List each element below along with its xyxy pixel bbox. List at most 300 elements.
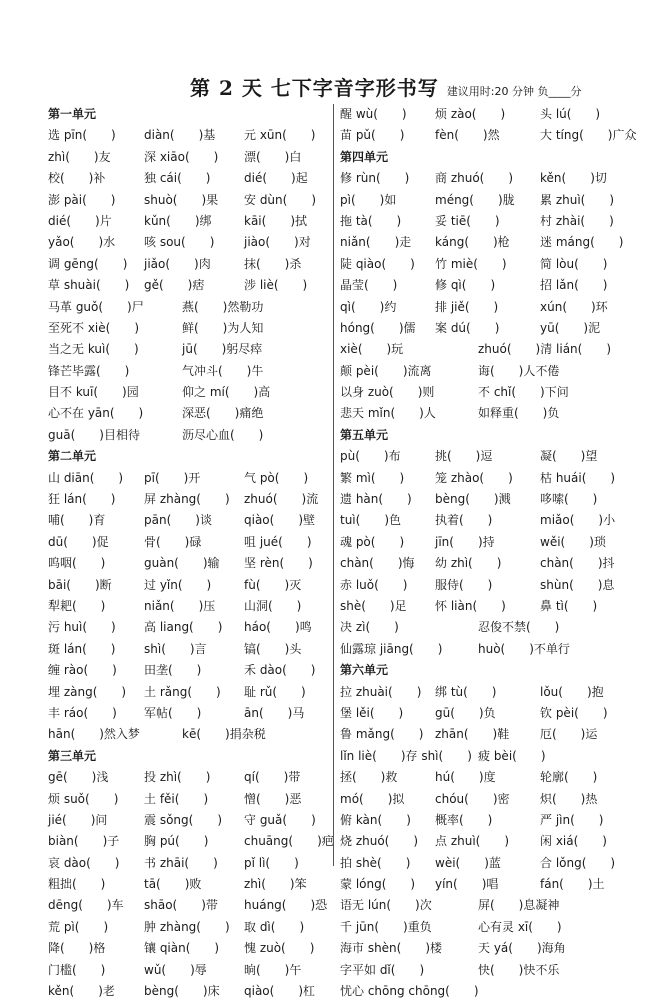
exercise-item[interactable]: zhuó( )清 lián( )	[478, 342, 612, 357]
exercise-item[interactable]: 颠 pèi( )流离	[340, 363, 432, 378]
exercise-item[interactable]: jiào( )对	[244, 235, 311, 250]
exercise-item[interactable]: qí( )带	[244, 770, 301, 785]
exercise-item[interactable]: 烦 zào( )	[435, 107, 506, 121]
exercise-row	[48, 575, 328, 596]
exercise-item[interactable]: 丰 ráo( )	[48, 705, 117, 720]
exercise-item[interactable]: wǔ( )辱	[144, 962, 207, 977]
exercise-item[interactable]: 心不在 yān( )	[48, 406, 144, 421]
exercise-row	[48, 917, 328, 938]
exercise-item[interactable]: 选 pīn( )	[48, 128, 116, 143]
exercise-item[interactable]: 肿 zhàng( )	[144, 919, 230, 934]
exercise-row	[340, 639, 650, 660]
exercise-item[interactable]: 决 zì( )	[340, 620, 399, 635]
exercise-row	[340, 767, 650, 788]
exercise-item[interactable]: 拍 shè( )	[340, 855, 411, 870]
exercise-item[interactable]: yín( )唱	[435, 877, 499, 892]
exercise-row	[48, 318, 328, 339]
exercise-item[interactable]: 守 guǎ( )	[244, 812, 316, 827]
exercise-item[interactable]: pī( )开	[144, 470, 201, 485]
exercise-item[interactable]: kāi( )拭	[244, 213, 308, 228]
exercise-item[interactable]: gū( )负	[435, 705, 496, 720]
exercise-item[interactable]: 厄( )运	[540, 727, 598, 742]
exercise-row	[340, 254, 650, 275]
exercise-item[interactable]: zhì( )友	[48, 149, 111, 164]
exercise-item[interactable]: 累 zhuì( )	[540, 192, 615, 207]
exercise-item[interactable]: chuāng( )疤	[244, 834, 334, 849]
exercise-item[interactable]: 俯 kàn( )	[340, 812, 411, 827]
exercise-item[interactable]: kěn( )老	[48, 984, 115, 999]
exercise-row	[48, 339, 328, 360]
exercise-item[interactable]: 海市 shèn( )楼	[340, 941, 443, 956]
exercise-item[interactable]: 挑( )逗	[435, 449, 493, 464]
exercise-item[interactable]: biàn( )子	[48, 834, 120, 849]
exercise-item[interactable]: zhuó( )流	[244, 492, 319, 507]
exercise-item[interactable]: guā( )目相待	[48, 427, 140, 442]
exercise-row	[48, 147, 328, 168]
exercise-row	[340, 874, 650, 895]
exercise-item[interactable]: qiào( )壁	[244, 513, 316, 528]
exercise-row	[48, 596, 328, 617]
exercise-row	[48, 275, 328, 296]
exercise-row	[48, 789, 328, 810]
exercise-item[interactable]: 污 huì( )	[48, 620, 116, 635]
exercise-row	[48, 425, 328, 446]
exercise-item[interactable]: 天 yá( )海角	[478, 941, 566, 956]
exercise-row	[340, 682, 650, 703]
exercise-row	[340, 703, 650, 724]
exercise-item[interactable]: 绑 tù( )	[435, 684, 497, 699]
exercise-item[interactable]: 哆嗦( )	[540, 492, 598, 507]
exercise-row	[48, 190, 328, 211]
exercise-item[interactable]: 军帖( )	[144, 705, 202, 720]
exercise-item[interactable]: 深 xiāo( )	[144, 149, 219, 164]
exercise-item[interactable]: 服侍( )	[435, 577, 493, 592]
exercise-item[interactable]: 坚 rèn( )	[244, 556, 313, 571]
exercise-row	[340, 297, 650, 318]
exercise-item[interactable]: 拯( )救	[340, 770, 398, 785]
exercise-item[interactable]: 安 dùn( )	[244, 192, 317, 207]
exercise-item[interactable]: 村 zhài( )	[540, 213, 614, 228]
right-column	[340, 104, 650, 999]
exercise-item[interactable]: bāi( )断	[48, 577, 112, 592]
exercise-item[interactable]: pān( )谈	[144, 513, 212, 528]
exercise-item[interactable]: 目不 kuī( )园	[48, 385, 139, 400]
exercise-item[interactable]: 缠 rào( )	[48, 663, 117, 678]
exercise-item[interactable]: 狂 lán( )	[48, 492, 116, 507]
exercise-row	[48, 553, 328, 574]
exercise-item[interactable]: bèng( )溅	[435, 492, 511, 507]
exercise-row	[48, 682, 328, 703]
exercise-row	[340, 318, 650, 339]
exercise-item[interactable]: 头 lú( )	[540, 107, 601, 121]
exercise-row	[340, 339, 650, 360]
exercise-item[interactable]: kē( )捐杂税	[182, 727, 266, 742]
exercise-item[interactable]: dié( )起	[244, 171, 308, 186]
exercise-item[interactable]: 枯 huái( )	[540, 470, 616, 485]
exercise-row	[340, 789, 650, 810]
exercise-item[interactable]: 草 shuài( )	[48, 278, 130, 293]
exercise-item[interactable]: 哺( )育	[48, 513, 106, 528]
exercise-row	[340, 810, 650, 831]
exercise-item[interactable]: 赤 luǒ( )	[340, 577, 408, 592]
exercise-item[interactable]: yǎo( )水	[48, 235, 116, 250]
exercise-item[interactable]: 过 yǐn( )	[144, 577, 212, 592]
exercise-item[interactable]: 妥 tiē( )	[435, 213, 500, 228]
exercise-item[interactable]: 千 jūn( )重负	[340, 919, 432, 934]
exercise-item[interactable]: 憎( )恶	[244, 791, 302, 806]
exercise-item[interactable]: gē( )浅	[48, 770, 109, 785]
exercise-item[interactable]: 以身 zuò( )则	[340, 385, 435, 400]
exercise-item[interactable]: 魂 pò( )	[340, 534, 405, 549]
exercise-item[interactable]: tuì( )色	[340, 513, 402, 528]
exercise-item[interactable]: 鲜( )为人知	[182, 320, 264, 335]
exercise-row	[48, 639, 328, 660]
exercise-item[interactable]: 醒 wù( )	[340, 107, 407, 121]
exercise-item[interactable]: dū( )促	[48, 534, 109, 549]
exercise-row	[340, 211, 650, 232]
exercise-item[interactable]: 堡 lěi( )	[340, 705, 404, 720]
exercise-item[interactable]: dié( )片	[48, 213, 112, 228]
exercise-item[interactable]: 苗 pǔ( )	[340, 128, 405, 143]
exercise-row	[48, 254, 328, 275]
exercise-item[interactable]: lǒu( )抱	[540, 684, 604, 699]
exercise-item[interactable]: 轮廓( )	[540, 770, 598, 785]
exercise-row	[48, 232, 328, 253]
exercise-row	[48, 510, 328, 531]
exercise-item[interactable]: 镐( )头	[244, 641, 302, 656]
exercise-item[interactable]: 哀 dào( )	[48, 855, 120, 870]
exercise-item[interactable]: jié( )问	[48, 812, 108, 827]
exercise-row	[340, 853, 650, 874]
exercise-item[interactable]: 澎 pài( )	[48, 192, 116, 207]
exercise-item[interactable]: 深恶( )痛绝	[182, 406, 264, 421]
exercise-row	[48, 403, 328, 424]
exercise-item[interactable]: 炽( )热	[540, 791, 598, 806]
exercise-item[interactable]: dēng( )车	[48, 898, 124, 913]
exercise-item[interactable]: 山 diān( )	[48, 470, 124, 485]
exercise-item[interactable]: 山洞( )	[244, 598, 302, 613]
exercise-item[interactable]: shāo( )带	[144, 898, 218, 913]
exercise-item[interactable]: 气 pò( )	[244, 470, 309, 485]
column-divider	[333, 104, 334, 866]
exercise-item[interactable]: yū( )泥	[540, 320, 601, 335]
exercise-item[interactable]: 执着( )	[435, 513, 493, 528]
exercise-row	[48, 981, 328, 1002]
exercise-item[interactable]: 诲( )人不倦	[478, 363, 560, 378]
exercise-row	[340, 532, 650, 553]
exercise-item[interactable]: jiǎo( )肉	[144, 256, 211, 271]
exercise-item[interactable]: shùn( )息	[540, 577, 615, 592]
exercise-row	[340, 895, 650, 916]
exercise-item[interactable]: 骨( )碌	[144, 534, 202, 549]
exercise-item[interactable]: kǔn( )绑	[144, 213, 212, 228]
exercise-row	[48, 382, 328, 403]
exercise-item[interactable]: 繁 mì( )	[340, 470, 405, 485]
exercise-row	[48, 361, 328, 382]
exercise-item[interactable]: 当之无 kuì( )	[48, 342, 139, 357]
exercise-item[interactable]: 校( )补	[48, 171, 106, 186]
section-heading: 第五单元	[340, 427, 389, 442]
exercise-item[interactable]: 案 dú( )	[435, 320, 500, 335]
exercise-item[interactable]: qì( )约	[340, 299, 397, 314]
exercise-item[interactable]: 粗拙( )	[48, 877, 106, 892]
exercise-item[interactable]: tā( )败	[144, 877, 202, 892]
exercise-row	[340, 960, 650, 981]
exercise-row	[340, 917, 650, 938]
exercise-item[interactable]: gě( )痞	[144, 278, 205, 293]
section-heading: 第三单元	[48, 748, 97, 763]
exercise-item[interactable]: mó( )拟	[340, 791, 405, 806]
exercise-item[interactable]: wèi( )蓝	[435, 855, 501, 870]
exercise-item[interactable]: pù( )布	[340, 449, 401, 464]
left-column	[48, 104, 334, 999]
exercise-item[interactable]: 拖 tà( )	[340, 213, 402, 228]
exercise-item[interactable]: 胸 pú( )	[144, 834, 209, 849]
exercise-item[interactable]: 取 dì( )	[244, 919, 305, 934]
exercise-item[interactable]: hān( )然入梦	[48, 727, 140, 742]
exercise-item[interactable]: 沥尽心血( )	[182, 427, 264, 442]
exercise-item[interactable]: 犁耙( )	[48, 598, 106, 613]
exercise-row	[48, 703, 328, 724]
exercise-item[interactable]: 竹 miè( )	[435, 256, 507, 271]
exercise-item[interactable]: 如释重( )负	[478, 406, 560, 421]
exercise-row	[340, 468, 650, 489]
exercise-item[interactable]: pì( )如	[340, 192, 397, 207]
exercise-row	[340, 190, 650, 211]
exercise-item[interactable]: 耻 rǔ( )	[244, 684, 306, 699]
exercise-row	[340, 575, 650, 596]
exercise-item[interactable]: 钦 pèi( )	[540, 705, 608, 720]
exercise-row	[48, 724, 328, 745]
exercise-item[interactable]: 点 zhuì( )	[435, 834, 510, 849]
exercise-item[interactable]: shuò( )果	[144, 192, 219, 207]
exercise-item[interactable]: 涉 liè( )	[244, 278, 308, 293]
exercise-item[interactable]: xiè( )玩	[340, 342, 404, 357]
exercise-item[interactable]: 合 lǒng( )	[540, 855, 616, 870]
exercise-item[interactable]: 咀 jué( )	[244, 534, 312, 549]
exercise-item[interactable]: káng( )枪	[435, 235, 510, 250]
exercise-row	[48, 960, 328, 981]
exercise-item[interactable]: 心有灵 xī( )	[478, 919, 562, 934]
exercise-row	[48, 489, 328, 510]
exercise-item[interactable]: 疲 bèi( )	[478, 748, 546, 763]
exercise-item[interactable]: chàn( )悔	[340, 556, 415, 571]
exercise-item[interactable]: chàn( )抖	[540, 556, 615, 571]
exercise-item[interactable]: huò( )不单行	[478, 641, 570, 656]
exercise-row	[48, 660, 328, 681]
exercise-item[interactable]: 烦 suǒ( )	[48, 791, 119, 806]
page-header	[0, 72, 654, 102]
exercise-item[interactable]: 田垄( )	[144, 663, 202, 678]
exercise-row	[48, 468, 328, 489]
exercise-item[interactable]: méng( )胧	[435, 192, 515, 207]
exercise-item[interactable]: 锋芒毕露( )	[48, 363, 130, 378]
exercise-row	[340, 125, 650, 146]
exercise-item[interactable]: bèng( )床	[144, 984, 220, 999]
exercise-item[interactable]: 烧 zhuó( )	[340, 834, 419, 849]
exercise-item[interactable]: 大 tíng( )广众	[540, 128, 637, 143]
exercise-item[interactable]: 镶 qiàn( )	[144, 941, 220, 956]
exercise-item[interactable]: 高 liang( )	[144, 620, 223, 635]
exercise-item[interactable]: 悲天 mǐn( )人	[340, 406, 436, 421]
exercise-item[interactable]: 漂( )白	[244, 149, 302, 164]
exercise-item[interactable]: 燕( )然勒功	[182, 299, 264, 314]
exercise-item[interactable]: 屏( )息凝神	[478, 898, 560, 913]
exercise-row	[340, 489, 650, 510]
exercise-row	[340, 981, 650, 1002]
exercise-item[interactable]: 土 fěi( )	[144, 791, 209, 806]
section-heading: 第一单元	[48, 107, 97, 121]
exercise-item[interactable]: 调 gēng( )	[48, 256, 128, 271]
exercise-item[interactable]: 招 lǎn( )	[540, 278, 608, 293]
exercise-item[interactable]: xún( )环	[540, 299, 608, 314]
exercise-row	[340, 382, 650, 403]
exercise-item[interactable]: 禾 dào( )	[244, 663, 316, 678]
exercise-item[interactable]: 不 chǐ( )下问	[478, 385, 569, 400]
exercise-item[interactable]: zhì( )笨	[244, 877, 307, 892]
exercise-item[interactable]: 语无 lún( )次	[340, 898, 432, 913]
exercise-row	[340, 446, 650, 467]
exercise-item[interactable]: 字平如 dǐ( )	[340, 962, 425, 977]
exercise-item[interactable]: 蒙 lóng( )	[340, 877, 416, 892]
exercise-item[interactable]: 修 qì( )	[435, 278, 496, 293]
exercise-item[interactable]: 陡 qiào( )	[340, 256, 415, 271]
exercise-item[interactable]: 元 xūn( )	[244, 128, 316, 143]
exercise-item[interactable]: 幼 zhì( )	[435, 556, 502, 571]
exercise-item[interactable]: 独 cái( )	[144, 171, 211, 186]
exercise-item[interactable]: pǐ lì( )	[244, 855, 299, 870]
exercise-item[interactable]: qiào( )杠	[244, 984, 316, 999]
exercise-row	[48, 874, 328, 895]
exercise-row	[340, 361, 650, 382]
exercise-item[interactable]: 气冲斗( )牛	[182, 363, 264, 378]
exercise-item[interactable]: 鲁 mǎng( )	[340, 727, 424, 742]
exercise-item[interactable]: niǎn( )走	[340, 235, 412, 250]
exercise-item[interactable]: 修 rùn( )	[340, 171, 410, 186]
exercise-item[interactable]: 抹( )杀	[244, 256, 302, 271]
exercise-item[interactable]: 严 jìn( )	[540, 812, 604, 827]
exercise-item[interactable]: 简 lòu( )	[540, 256, 608, 271]
exercise-row	[48, 895, 328, 916]
exercise-item[interactable]: wěi( )琐	[540, 534, 606, 549]
exercise-item[interactable]: 鼻 tì( )	[540, 598, 598, 613]
exercise-row	[340, 938, 650, 959]
exercise-item[interactable]: zhān( )鞋	[435, 727, 510, 742]
exercise-item[interactable]: 闲 xiá( )	[540, 834, 607, 849]
exercise-row	[340, 275, 650, 296]
exercise-item[interactable]: chóu( )密	[435, 791, 510, 806]
exercise-row	[340, 104, 650, 125]
exercise-row	[340, 746, 650, 767]
exercise-item[interactable]: 仙露琼 jiāng( )	[340, 641, 443, 656]
exercise-item[interactable]: 屏 zhàng( )	[144, 492, 230, 507]
exercise-item[interactable]: fèn( )然	[435, 128, 500, 143]
exercise-item[interactable]: fù( )灭	[244, 577, 302, 592]
exercise-item[interactable]: 排 jiě( )	[435, 299, 499, 314]
exercise-item[interactable]: 埋 zàng( )	[48, 684, 127, 699]
exercise-row	[340, 831, 650, 852]
exercise-item[interactable]: lǐn liè( )存 shì( )	[340, 748, 472, 763]
exercise-item[interactable]: hú( )度	[435, 770, 496, 785]
exercise-item[interactable]: 荒 pì( )	[48, 919, 109, 934]
exercise-item[interactable]: 土 rǎng( )	[144, 684, 221, 699]
exercise-item[interactable]: huáng( )恐	[244, 898, 328, 913]
exercise-row	[340, 168, 650, 189]
exercise-item[interactable]: 震 sǒng( )	[144, 812, 222, 827]
exercise-item[interactable]: 遗 hàn( )	[340, 492, 412, 507]
exercise-row	[48, 297, 328, 318]
exercise-item[interactable]: 凝( )望	[540, 449, 598, 464]
exercise-item[interactable]: 呜咽( )	[48, 556, 106, 571]
exercise-row	[48, 617, 328, 638]
exercise-row	[340, 553, 650, 574]
exercise-item[interactable]: háo( )鸣	[244, 620, 312, 635]
exercise-item[interactable]: 迷 máng( )	[540, 235, 624, 250]
exercise-row	[340, 403, 650, 424]
exercise-row	[48, 211, 328, 232]
exercise-item[interactable]: 降( )格	[48, 941, 106, 956]
exercise-item[interactable]: ān( )马	[244, 705, 305, 720]
exercise-row	[340, 596, 650, 617]
exercise-item[interactable]: shì( )言	[144, 641, 207, 656]
exercise-item[interactable]: 快( )快不乐	[478, 962, 560, 977]
exercise-row	[340, 232, 650, 253]
exercise-item[interactable]: niǎn( )压	[144, 598, 216, 613]
exercise-item[interactable]: 书 zhāi( )	[144, 855, 218, 870]
exercise-item[interactable]: hóng( )儒	[340, 320, 416, 335]
exercise-item[interactable]: 仰之 mí( )高	[182, 385, 271, 400]
exercise-item[interactable]: 晶莹( )	[340, 278, 398, 293]
exercise-item[interactable]: 至死不 xiè( )	[48, 320, 139, 335]
section-heading: 第六单元	[340, 663, 389, 678]
exercise-item[interactable]: miǎo( )小	[540, 513, 616, 528]
exercise-row	[48, 938, 328, 959]
exercise-item[interactable]: 晌( )午	[244, 962, 302, 977]
exercise-row	[48, 767, 328, 788]
exercise-row	[340, 510, 650, 531]
exercise-item[interactable]: guàn( )输	[144, 556, 220, 571]
exercise-item[interactable]: diàn( )基	[144, 128, 216, 143]
exercise-item[interactable]: 咳 sou( )	[144, 235, 215, 250]
exercise-item[interactable]: 斑 lán( )	[48, 641, 116, 656]
exercise-item[interactable]: 马革 guǒ( )尸	[48, 299, 144, 314]
exercise-row	[340, 724, 650, 745]
exercise-row	[48, 125, 328, 146]
exercise-item[interactable]: kěn( )切	[540, 171, 607, 186]
exercise-item[interactable]: 怀 liàn( )	[435, 598, 506, 613]
exercise-row	[340, 617, 650, 638]
exercise-row	[48, 532, 328, 553]
exercise-item[interactable]: 拉 zhuài( )	[340, 684, 422, 699]
exercise-item[interactable]: 投 zhì( )	[144, 770, 211, 785]
time-advice: 建议用时:20 分钟 负____分	[446, 85, 582, 98]
exercise-item[interactable]: jīn( )持	[435, 534, 495, 549]
exercise-item[interactable]: 商 zhuó( )	[435, 171, 514, 186]
exercise-item[interactable]: 笼 zhào( )	[435, 470, 513, 485]
exercise-item[interactable]: shè( )足	[340, 598, 407, 613]
exercise-row	[48, 810, 328, 831]
exercise-row	[48, 831, 334, 852]
exercise-row	[48, 168, 328, 189]
exercise-item[interactable]: 愧 zuò( )	[244, 941, 315, 956]
exercise-item[interactable]: 忍俊不禁( )	[478, 620, 560, 635]
exercise-item[interactable]: 概率( )	[435, 812, 493, 827]
exercise-item[interactable]: 门槛( )	[48, 962, 106, 977]
section-heading: 第四单元	[340, 149, 389, 164]
exercise-item[interactable]: jū( )躬尽瘁	[182, 342, 263, 357]
exercise-item[interactable]: fán( )土	[540, 877, 605, 892]
exercise-item[interactable]: 忧心 chōng chōng( )	[340, 984, 479, 999]
